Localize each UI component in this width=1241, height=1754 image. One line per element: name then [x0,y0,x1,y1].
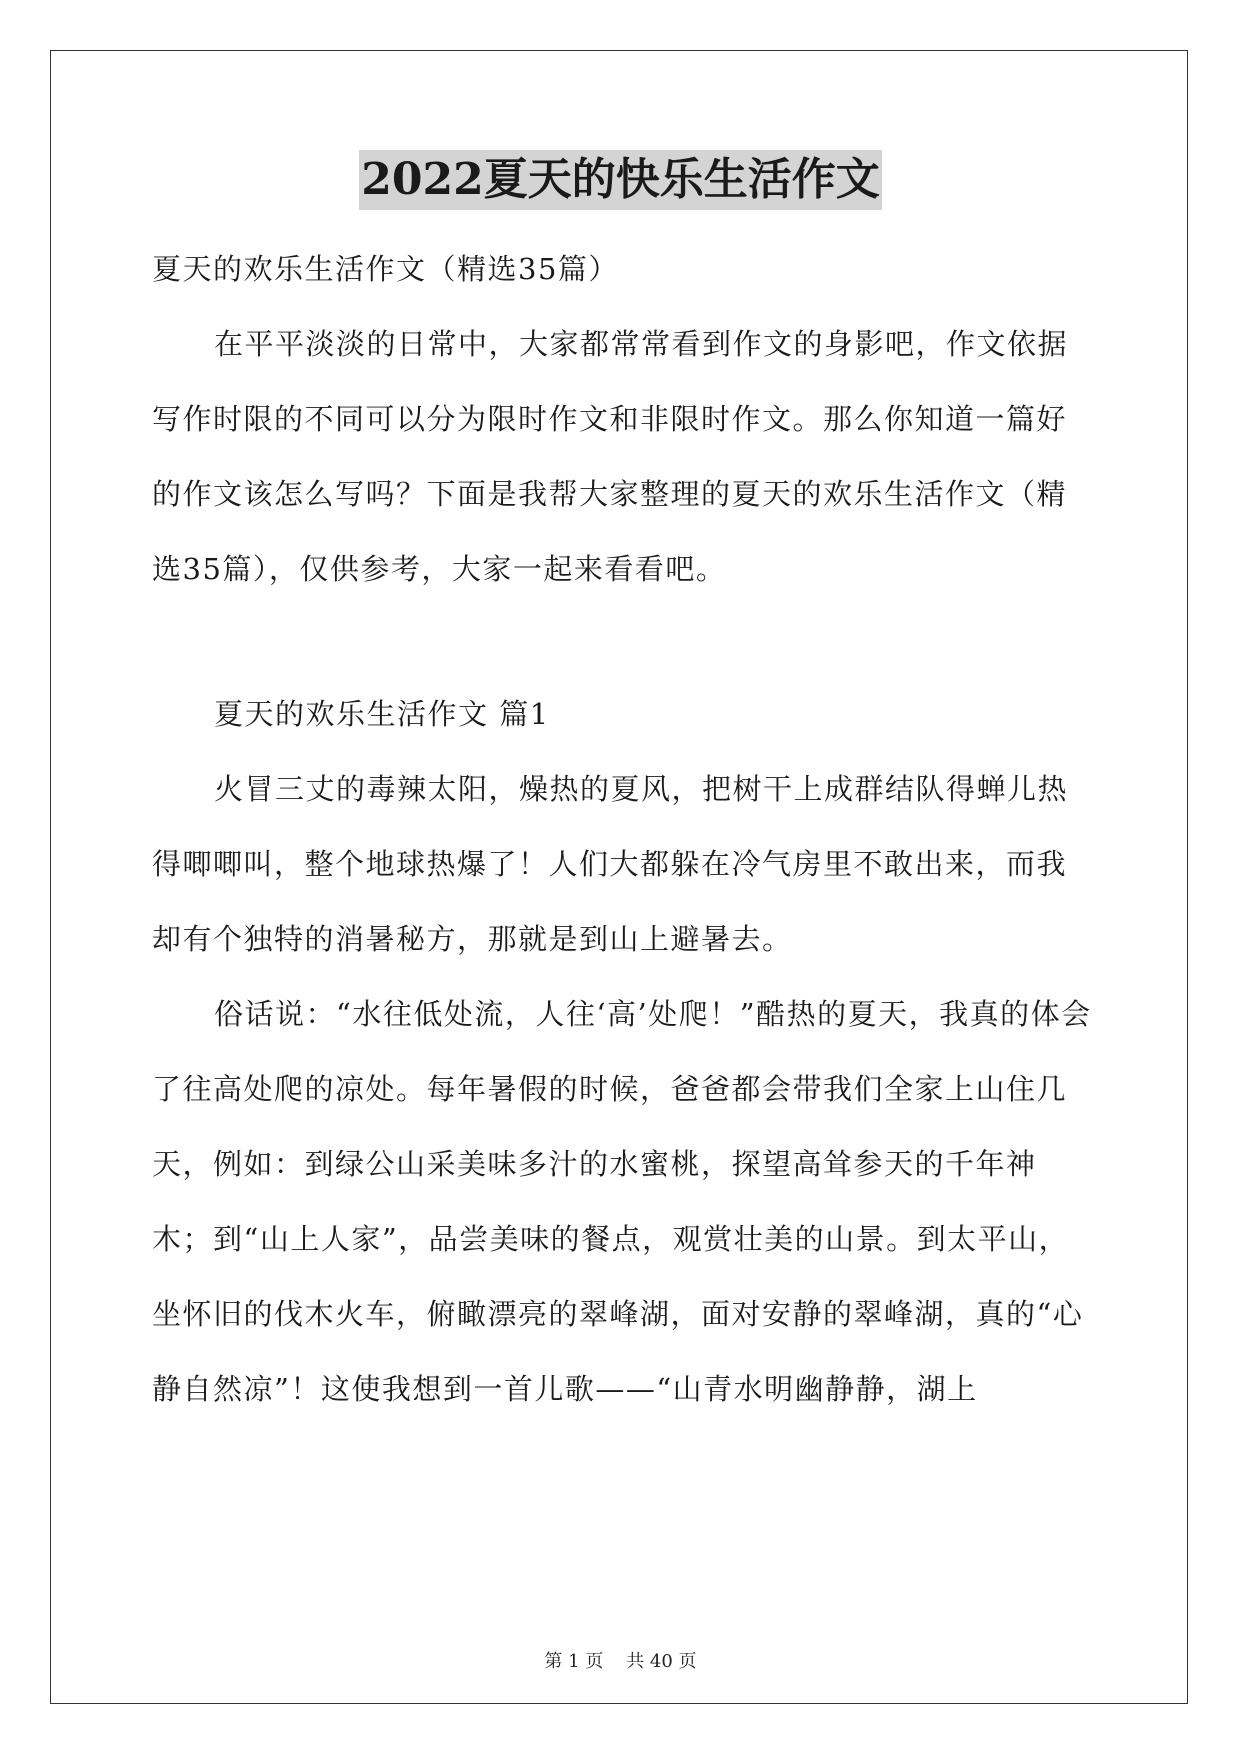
intro-paragraph: 在平平淡淡的日常中，大家都常常看到作文的身影吧，作文依据写作时限的不同可以分为限时作文和非限时作文。那么你知道一篇好的作文该怎么写吗？下面是我帮大家整理的夏天的欢乐生活作文（精选35篇），仅供参考，大家一起来看看吧。 [152,327,1069,586]
body-paragraph-2: 俗话说：“水往低处流，人往‘高’处爬！”酷热的夏天，我真的体会了往高处爬的凉处。每年暑假的时候，爸爸都会带我们全家上山住几天，例如：到绿公山采美味多汁的水蜜桃，探望高耸参天的千年神木；到“山上人家”，品尝美味的餐点，观赏壮美的山景。到太平山，坐怀旧的伐木火车，俯瞰漂亮的翠峰湖，面对安静的翠峰湖，真的“心静自然凉”！这使我想到一首儿歌——“山青水明幽静静，湖上 [152,997,1092,1406]
document-subtitle: 夏天的欢乐生活作文（精选35篇） [152,252,619,286]
page-footer [0,1650,1241,1674]
page-number-label: 第 1 页 共 40 页 [544,1651,697,1672]
document-title: 2022夏天的快乐生活作文 [359,150,881,210]
title-container [0,150,1241,210]
document-body [152,232,1092,1427]
body-paragraph-1: 火冒三丈的毒辣太阳，燥热的夏风，把树干上成群结队得蝉儿热得唧唧叫，整个地球热爆了！人们大都躲在冷气房里不敢出来，而我却有个独特的消暑秘方，那就是到山上避暑去。 [152,772,1069,956]
section-heading: 夏天的欢乐生活作文 篇1 [214,697,550,731]
